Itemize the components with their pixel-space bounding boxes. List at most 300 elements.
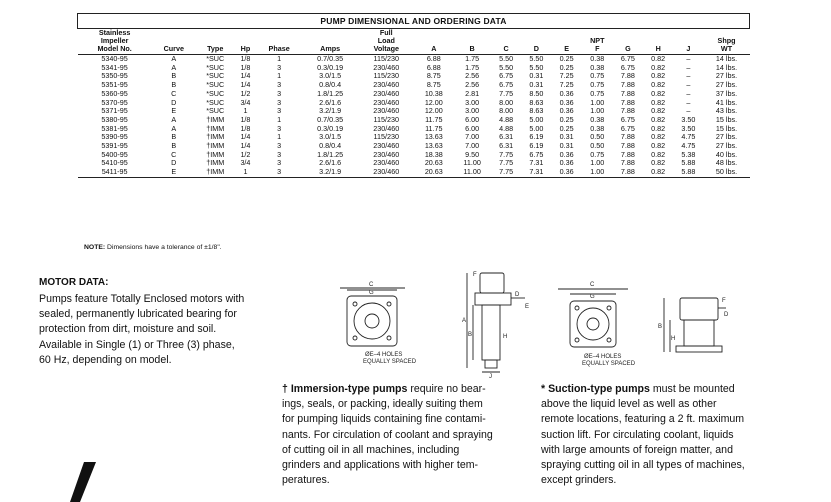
table-cell-amps: 0.3/0.19 (317, 62, 344, 72)
table-cell-voltage: 230/460 (373, 88, 400, 98)
table-cell-amps: 2.6/1.6 (319, 158, 342, 168)
table-cell-c: 6.31 (499, 132, 514, 142)
table-cell-voltage: 230/460 (373, 80, 400, 90)
table-cell-phase: 1 (277, 54, 282, 63)
table-cell-b: 3.00 (465, 106, 480, 116)
table-cell-e: 0.36 (559, 88, 574, 98)
table-cell-h: 0.82 (651, 62, 666, 72)
table-cell-a: 20.63 (424, 158, 443, 168)
table-cell-d: 6.19 (529, 132, 544, 142)
column-header-j (673, 29, 703, 55)
motor-line: protection from dirt, moisture and soil. (39, 323, 217, 336)
table-cell-npt-f: 0.38 (590, 54, 605, 63)
table-cell-voltage: 230/460 (373, 158, 400, 168)
table-cell-c: 6.75 (499, 80, 514, 90)
table-cell-amps: 0.3/0.19 (317, 123, 344, 133)
table-cell-h: 0.82 (651, 158, 666, 168)
table-cell-type: †IMM (206, 132, 225, 142)
table-cell-curve: A (171, 123, 177, 133)
decorative-stroke-mark (70, 462, 100, 502)
table-cell-h: 0.82 (651, 106, 666, 116)
table-cell-curve: A (171, 114, 177, 124)
table-cell-model: 5411-95 (78, 168, 152, 177)
table-cell-curve: A (171, 54, 177, 63)
column-header-curve (152, 29, 196, 55)
table-cell-curve: B (171, 80, 177, 90)
table-cell-model: 5370-95 (101, 97, 128, 107)
table-cell-type: *SUC (206, 106, 225, 116)
holes-label: EQUALLY SPACED (363, 359, 417, 365)
column-header-line: Impeller (100, 36, 129, 45)
desc-line: of cutting oil in all machines, including (282, 443, 460, 456)
motor-line: 60 Hz, depending on model. (39, 353, 172, 366)
table-cell-a: 8.75 (426, 71, 441, 81)
table-cell-npt-f: 1.00 (590, 158, 605, 168)
table-cell-phase: 3 (277, 158, 282, 168)
table-cell-b: 6.00 (465, 114, 480, 124)
table-cell-g: 7.88 (620, 141, 635, 151)
column-header-line: WT (720, 44, 733, 53)
table-cell-shpg-wt: 14 lbs. (715, 62, 738, 72)
table-cell-a: 10.38 (424, 88, 443, 98)
table-cell-type: *SUC (206, 54, 225, 63)
table-cell-e: 0.25 (559, 123, 574, 133)
table-cell-phase: 3 (277, 141, 282, 151)
table-cell-model: 5381-95 (101, 123, 128, 133)
table-cell-hp: 1/8 (240, 62, 251, 72)
column-header-line: Curve (163, 44, 184, 53)
table-cell-c: 8.00 (499, 97, 514, 107)
table-row (78, 116, 750, 125)
table-body (78, 55, 750, 178)
table-cell-j: – (686, 54, 691, 63)
dim-label: F (722, 298, 726, 304)
table-cell-voltage: 230/460 (373, 123, 400, 133)
note-label: NOTE: (84, 244, 106, 251)
table-cell-e: 0.25 (559, 54, 574, 63)
dim-label: E (525, 304, 530, 310)
table-cell-hp: 1/2 (240, 149, 251, 159)
table-cell-e: 0.36 (559, 106, 574, 116)
table-cell-shpg-wt: 27 lbs. (715, 80, 738, 90)
table-cell-amps: 2.6/1.6 (319, 97, 342, 107)
table-cell-g: 7.88 (620, 80, 635, 90)
table-cell-d: 7.31 (529, 158, 544, 168)
table-cell-a: 18.38 (424, 149, 443, 159)
table-cell-a: 11.75 (425, 114, 443, 124)
table-cell-hp: 1/4 (240, 132, 251, 142)
table-cell-h: 0.82 (651, 132, 666, 142)
table-cell-hp: 1/4 (240, 80, 251, 90)
table-cell-npt-f: 1.00 (590, 97, 605, 107)
table-cell-d: 0.31 (529, 71, 544, 81)
table-cell-amps: 3.2/1.9 (302, 168, 358, 177)
table-cell-e: 0.36 (559, 149, 574, 159)
table-cell-voltage: 230/460 (373, 106, 400, 116)
table-cell-amps: 1.8/1.25 (317, 149, 344, 159)
table-cell-b: 2.56 (465, 71, 480, 81)
table-cell-g: 6.75 (620, 54, 635, 63)
table-row (78, 151, 750, 160)
table-cell-hp: 3/4 (240, 158, 251, 168)
table-cell-g: 6.75 (620, 62, 635, 72)
table-cell-amps: 0.7/0.35 (317, 54, 344, 63)
table-cell-d: 7.31 (521, 168, 551, 177)
table-cell-phase: 1 (277, 71, 282, 81)
table-cell-d: 8.63 (529, 106, 544, 116)
table-cell-b: 6.00 (465, 123, 480, 133)
immersion-lead: † Immersion-type pumps (282, 383, 408, 395)
table-cell-type: *SUC (206, 71, 225, 81)
table-cell-c: 7.75 (499, 149, 514, 159)
table-cell-a: 13.63 (424, 141, 443, 151)
table-cell-g: 7.88 (620, 97, 635, 107)
table-cell-phase: 3 (277, 80, 282, 90)
desc-line: suction lift. For circulating coolant, liquids (541, 428, 734, 441)
table-cell-c: 7.75 (499, 158, 514, 168)
table-cell-h: 0.82 (651, 114, 666, 124)
table-cell-e: 7.25 (559, 80, 574, 90)
desc-line: ings, seals, or packing, ideally suiting them (282, 398, 483, 411)
table-cell-h: 0.82 (651, 88, 666, 98)
table-cell-phase: 1 (277, 114, 282, 124)
column-header-e (551, 29, 581, 55)
table-cell-h: 0.82 (651, 149, 666, 159)
table-title: PUMP DIMENSIONAL AND ORDERING DATA (78, 14, 750, 29)
table-cell-hp: 1 (235, 168, 257, 177)
table-cell-shpg-wt: 41 lbs. (715, 97, 738, 107)
table-cell-j: 5.38 (681, 149, 696, 159)
table-cell-h: 0.82 (651, 97, 666, 107)
table-cell-shpg-wt: 14 lbs. (715, 54, 738, 63)
table-cell-h: 0.82 (651, 141, 666, 151)
table-cell-phase: 3 (277, 106, 282, 116)
table-cell-b: 3.00 (465, 97, 480, 107)
dim-label: J (489, 374, 492, 378)
table-cell-j: 3.50 (681, 114, 696, 124)
table-cell-b: 1.75 (465, 54, 480, 63)
table-cell-b: 11.00 (453, 168, 491, 177)
table-cell-amps: 0.8/0.4 (319, 141, 342, 151)
table-cell-curve: A (171, 62, 177, 72)
table-cell-e: 0.31 (559, 132, 574, 142)
table-cell-d: 6.19 (529, 141, 544, 151)
motor-data-heading: MOTOR DATA: (39, 277, 109, 288)
column-header-h (643, 29, 673, 55)
table-cell-curve: B (171, 132, 177, 142)
table-cell-d: 0.31 (529, 80, 544, 90)
dim-label: G (369, 290, 374, 296)
desc-line: grinders and applications with higher tem- (282, 459, 479, 472)
desc-line: must be mounted (649, 383, 735, 395)
table-cell-a: 6.88 (426, 54, 441, 63)
table-cell-voltage: 230/460 (373, 62, 400, 72)
table-cell-shpg-wt: 15 lbs. (715, 114, 738, 124)
table-cell-curve: D (171, 158, 177, 168)
table-cell-hp: 1/8 (240, 123, 251, 133)
dim-label: D (724, 312, 729, 318)
desc-line: nants. For circulation of coolant and spraying (282, 428, 493, 441)
table-cell-j: 4.75 (681, 141, 696, 151)
table-row (78, 168, 750, 177)
table-cell-hp: 3/4 (240, 97, 251, 107)
column-header-amps (302, 29, 358, 55)
table-cell-c: 6.75 (499, 71, 514, 81)
table-row (78, 64, 750, 73)
holes-label: EQUALLY SPACED (582, 361, 636, 367)
table-cell-hp: 1/4 (240, 71, 251, 81)
table-cell-hp: 1 (243, 106, 248, 116)
column-header-line: A (431, 44, 437, 53)
table-cell-voltage: 230/460 (373, 149, 400, 159)
table-cell-model: 5391-95 (101, 141, 128, 151)
table-cell-type: *SUC (206, 62, 225, 72)
table-cell-j: 5.88 (673, 168, 703, 177)
table-cell-c: 5.50 (499, 62, 514, 72)
table-cell-a: 8.75 (426, 80, 441, 90)
table-cell-g: 7.88 (613, 168, 643, 177)
column-header-npt-f (582, 29, 613, 55)
table-cell-type: †IMM (206, 149, 225, 159)
table-cell-e: 0.31 (559, 141, 574, 151)
motor-line: Pumps feature Totally Enclosed motors with (39, 293, 245, 305)
dim-label: F (473, 272, 477, 278)
column-header-line: Shpg (717, 36, 736, 45)
table-cell-a: 6.88 (426, 62, 441, 72)
suction-pump-diagram (548, 268, 748, 378)
column-header-shpg-wt (704, 29, 750, 55)
table-cell-npt-f: 1.00 (590, 106, 605, 116)
table-cell-j: 3.50 (681, 123, 696, 133)
table-cell-c: 4.88 (499, 123, 514, 133)
table-cell-d: 5.00 (529, 123, 544, 133)
table-cell-model: 5390-95 (101, 132, 128, 142)
table-cell-hp: 1/8 (240, 54, 251, 63)
table-row (78, 133, 750, 142)
table-cell-g: 7.88 (620, 88, 635, 98)
dim-label: A (462, 318, 467, 324)
table-cell-amps: 3.2/1.9 (319, 106, 342, 116)
table-cell-h: 0.82 (651, 54, 666, 63)
table-cell-g: 7.88 (620, 132, 635, 142)
table-cell-model: 5410-95 (101, 158, 128, 168)
desc-line: with large amounts of foreign matter, and (541, 443, 733, 456)
table-cell-model: 5351-95 (101, 80, 128, 90)
table-cell-b: 1.75 (465, 62, 480, 72)
table-cell-a: 11.75 (425, 123, 443, 133)
table-cell-shpg-wt: 27 lbs. (715, 132, 738, 142)
note-text: Dimensions have a tolerance of ±1/8". (105, 244, 222, 251)
suction-lead: * Suction-type pumps (541, 383, 650, 395)
table-cell-b: 11.00 (463, 158, 481, 168)
table-cell-j: – (686, 106, 691, 116)
table-cell-npt-f: 0.50 (590, 141, 605, 151)
table-cell-e: 0.36 (559, 158, 574, 168)
table-cell-d: 8.50 (529, 88, 544, 98)
column-header-line: D (533, 44, 539, 53)
table-cell-npt-f: 0.75 (590, 71, 605, 81)
table-cell-type: †IMM (206, 114, 225, 124)
column-header-line: G (625, 44, 631, 53)
pump-data-table-wrapper (77, 13, 750, 178)
table-cell-model: 5371-95 (101, 106, 128, 116)
table-cell-a: 13.63 (424, 132, 443, 142)
desc-line: above the liquid level as well as other (541, 398, 717, 411)
table-cell-j: – (686, 88, 691, 98)
dim-label: B (468, 332, 473, 338)
table-cell-e: 0.36 (551, 168, 581, 177)
table-row (78, 72, 750, 81)
table-cell-g: 7.88 (620, 158, 635, 168)
table-cell-g: 7.88 (620, 106, 635, 116)
column-header-line: Load (377, 36, 395, 45)
table-cell-c: 5.50 (499, 54, 514, 63)
desc-line: require no bear- (407, 383, 486, 395)
column-header-voltage (358, 29, 414, 55)
dim-label: H (671, 336, 676, 342)
table-row (78, 142, 750, 151)
table-cell-npt-f: 0.38 (590, 62, 605, 72)
table-cell-phase: 3 (277, 149, 282, 159)
column-header-line: Type (207, 44, 224, 53)
table-row (78, 90, 750, 99)
dim-label: H (503, 334, 508, 340)
pump-data-table (77, 13, 750, 178)
table-cell-amps: 1.8/1.25 (317, 88, 344, 98)
table-cell-model: 5341-95 (101, 62, 128, 72)
table-cell-voltage: 115/230 (373, 132, 399, 142)
table-cell-model: 5400-95 (101, 149, 128, 159)
table-cell-b: 9.50 (465, 149, 480, 159)
table-cell-type: †IMM (196, 168, 235, 177)
table-cell-shpg-wt: 40 lbs. (715, 149, 738, 159)
column-header-d (521, 29, 551, 55)
column-header-line: J (686, 44, 691, 53)
dim-label: C (369, 282, 374, 288)
table-cell-b: 7.00 (465, 132, 480, 142)
column-header-line: Full (379, 28, 393, 37)
desc-line: except grinders. (541, 474, 617, 487)
immersion-pump-diagram (335, 268, 535, 378)
table-cell-curve: E (171, 106, 177, 116)
table-cell-phase: 3 (256, 168, 302, 177)
table-row (78, 159, 750, 168)
table-cell-voltage: 115/230 (373, 114, 399, 124)
column-header-line: F (595, 44, 600, 53)
motor-data-paragraph (39, 292, 279, 368)
table-cell-shpg-wt: 37 lbs. (715, 88, 738, 98)
table-cell-model: 5380-95 (101, 114, 128, 124)
table-cell-curve: D (171, 97, 177, 107)
table-cell-h: 0.82 (651, 123, 666, 133)
table-row (78, 81, 750, 90)
table-row (78, 107, 750, 116)
table-cell-d: 5.50 (529, 62, 544, 72)
table-cell-npt-f: 0.38 (590, 114, 605, 124)
table-cell-h: 0.82 (643, 168, 673, 177)
table-cell-curve: E (152, 168, 196, 177)
table-cell-phase: 1 (277, 132, 282, 142)
table-cell-voltage: 230/460 (358, 168, 414, 177)
table-cell-e: 0.25 (559, 114, 574, 124)
table-cell-shpg-wt: 48 lbs. (715, 158, 738, 168)
immersion-description (282, 382, 493, 488)
table-cell-phase: 3 (277, 97, 282, 107)
table-cell-b: 2.81 (465, 88, 480, 98)
table-cell-a: 20.63 (414, 168, 453, 177)
table-cell-d: 5.50 (529, 54, 544, 63)
table-cell-curve: B (171, 141, 177, 151)
table-cell-hp: 1/8 (240, 114, 251, 124)
table-cell-d: 8.63 (529, 97, 544, 107)
column-header-line: H (655, 44, 661, 53)
column-header-c (491, 29, 521, 55)
column-header-line: Hp (240, 44, 251, 53)
table-cell-type: *SUC (206, 97, 225, 107)
table-cell-g: 6.75 (620, 123, 635, 133)
table-cell-voltage: 230/460 (373, 141, 400, 151)
table-row (78, 125, 750, 134)
desc-line: peratures. (282, 474, 330, 487)
table-cell-shpg-wt: 27 lbs. (715, 71, 738, 81)
table-cell-j: – (686, 62, 691, 72)
table-cell-h: 0.82 (651, 80, 666, 90)
column-header-line: Model No. (97, 44, 132, 53)
suction-description (541, 382, 745, 488)
table-cell-npt-f: 0.75 (590, 88, 605, 98)
table-cell-j: – (686, 97, 691, 107)
table-cell-phase: 3 (277, 123, 282, 133)
table-cell-npt-f: 0.50 (590, 132, 605, 142)
table-cell-shpg-wt: 15 lbs. (715, 123, 738, 133)
table-row (78, 99, 750, 108)
column-header-line: Amps (320, 44, 341, 53)
column-header-model (78, 29, 152, 55)
table-cell-c: 4.88 (499, 114, 514, 124)
table-header-row (78, 29, 750, 55)
table-cell-d: 5.00 (529, 114, 544, 124)
column-header-type (196, 29, 235, 55)
table-cell-b: 2.56 (465, 80, 480, 90)
table-cell-shpg-wt: 43 lbs. (715, 106, 738, 116)
table-cell-j: – (686, 80, 691, 90)
column-header-g (613, 29, 643, 55)
table-cell-phase: 3 (277, 62, 282, 72)
table-cell-j: 5.88 (681, 158, 696, 168)
column-header-line: E (564, 44, 569, 53)
table-cell-shpg-wt: 27 lbs. (715, 141, 738, 151)
table-cell-a: 12.00 (424, 97, 443, 107)
table-cell-a: 12.00 (424, 106, 443, 116)
column-header-line: C (503, 44, 509, 53)
table-cell-voltage: 115/230 (373, 71, 399, 81)
desc-line: for pumping liquids containing fine contami- (282, 413, 486, 426)
table-cell-model: 5360-95 (101, 88, 128, 98)
table-cell-g: 6.75 (620, 114, 635, 124)
table-cell-voltage: 230/460 (373, 97, 400, 107)
dim-label: B (658, 324, 663, 330)
table-cell-model: 5340-95 (101, 54, 128, 63)
table-cell-e: 0.36 (559, 97, 574, 107)
table-cell-c: 6.31 (499, 141, 514, 151)
table-cell-hp: 1/2 (240, 88, 251, 98)
table-cell-model: 5350-95 (101, 71, 128, 81)
holes-label: ØE–4 HOLES (365, 352, 403, 358)
table-cell-c: 7.75 (491, 168, 521, 177)
table-cell-curve: B (171, 71, 177, 81)
column-header-hp (235, 29, 257, 55)
desc-line: spraying cutting oil in all types of machines, (541, 459, 745, 472)
